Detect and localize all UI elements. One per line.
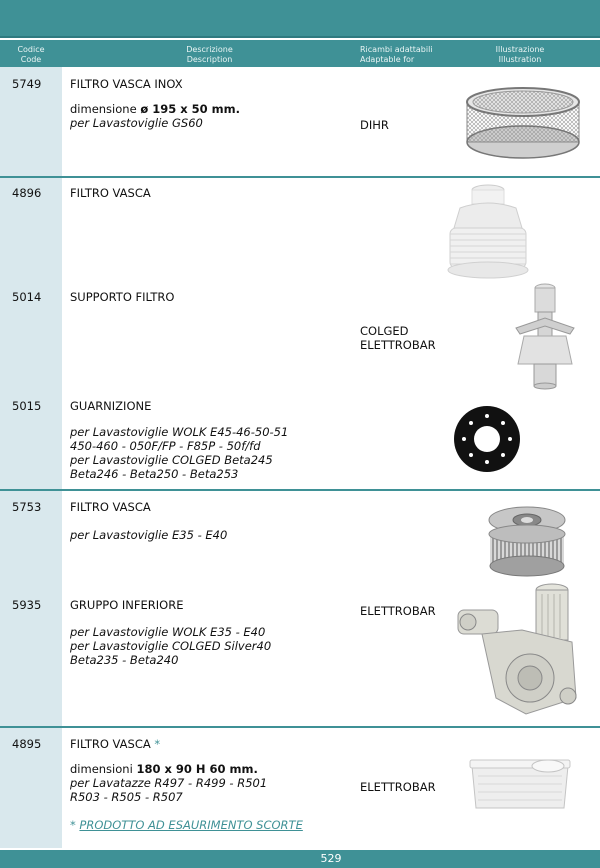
lower-assembly-image bbox=[452, 580, 584, 718]
item-compat-line: per Lavastoviglie COLGED Silver40 bbox=[70, 639, 272, 653]
item-compat-line: R503 - R505 - R507 bbox=[70, 790, 183, 804]
adaptable-brand: DIHR bbox=[360, 118, 389, 132]
top-banner bbox=[0, 0, 600, 38]
item-title: FILTRO VASCA * bbox=[70, 737, 161, 751]
row-separator bbox=[0, 176, 600, 178]
page-footer bbox=[0, 850, 600, 868]
item-title: GRUPPO INFERIORE bbox=[70, 598, 184, 612]
item-dimension: dimensione ø 195 x 50 mm. bbox=[70, 102, 240, 116]
adaptable-brand: ELETTROBAR bbox=[360, 780, 436, 794]
tank-filter-image bbox=[442, 182, 534, 280]
item-code: 4895 bbox=[12, 737, 42, 751]
item-code: 5753 bbox=[12, 500, 42, 514]
item-compat-line: Beta235 - Beta240 bbox=[70, 653, 179, 667]
cup-washer-filter-image bbox=[464, 752, 576, 814]
item-title: FILTRO VASCA bbox=[70, 186, 151, 200]
item-title: SUPPORTO FILTRO bbox=[70, 290, 175, 304]
row-separator bbox=[0, 726, 600, 728]
item-compat-line: per Lavastoviglie WOLK E45-46-50-51 bbox=[70, 425, 289, 439]
adaptable-brand: ELETTROBAR bbox=[360, 338, 436, 352]
table-header bbox=[0, 40, 600, 67]
header-description: Descrizione Description bbox=[186, 45, 233, 64]
item-compat-line: per Lavatazze R497 - R499 - R501 bbox=[70, 776, 268, 790]
round-filter-image bbox=[484, 504, 570, 584]
item-title: FILTRO VASCA bbox=[70, 500, 151, 514]
item-compat-line: Beta246 - Beta250 - Beta253 bbox=[70, 467, 239, 481]
header-adaptable: Ricambi adattabili Adaptable for bbox=[360, 45, 433, 64]
item-dimension: dimensioni 180 x 90 H 60 mm. bbox=[70, 762, 258, 776]
adaptable-brand: COLGED bbox=[360, 324, 409, 338]
item-title: GUARNIZIONE bbox=[70, 399, 152, 413]
page-number: 529 bbox=[320, 852, 342, 865]
stainless-basket-filter-image bbox=[462, 80, 584, 166]
item-compat-line: per Lavastoviglie WOLK E35 - E40 bbox=[70, 625, 266, 639]
row-separator bbox=[0, 489, 600, 491]
item-compat-line: per Lavastoviglie E35 - E40 bbox=[70, 528, 228, 542]
item-compat-line: 450-460 - 050F/FP - F85P - 50f/fd bbox=[70, 439, 261, 453]
item-code: 5749 bbox=[12, 77, 42, 91]
filter-support-image bbox=[510, 280, 580, 392]
header-illustration: Illustrazione Illustration bbox=[495, 45, 545, 64]
stock-note: * PRODOTTO AD ESAURIMENTO SCORTE bbox=[70, 818, 303, 832]
stock-note-link[interactable]: PRODOTTO AD ESAURIMENTO SCORTE bbox=[79, 818, 303, 832]
code-column bbox=[0, 67, 62, 848]
item-code: 5014 bbox=[12, 290, 42, 304]
header-code: Codice Code bbox=[17, 45, 45, 64]
item-code: 4896 bbox=[12, 186, 42, 200]
item-title: FILTRO VASCA INOX bbox=[70, 77, 183, 91]
adaptable-brand: ELETTROBAR bbox=[360, 604, 436, 618]
item-compat-line: per Lavastoviglie COLGED Beta245 bbox=[70, 453, 273, 467]
item-code: 5935 bbox=[12, 598, 42, 612]
item-compat-line: per Lavastoviglie GS60 bbox=[70, 116, 203, 130]
item-code: 5015 bbox=[12, 399, 42, 413]
gasket-image bbox=[452, 404, 522, 474]
